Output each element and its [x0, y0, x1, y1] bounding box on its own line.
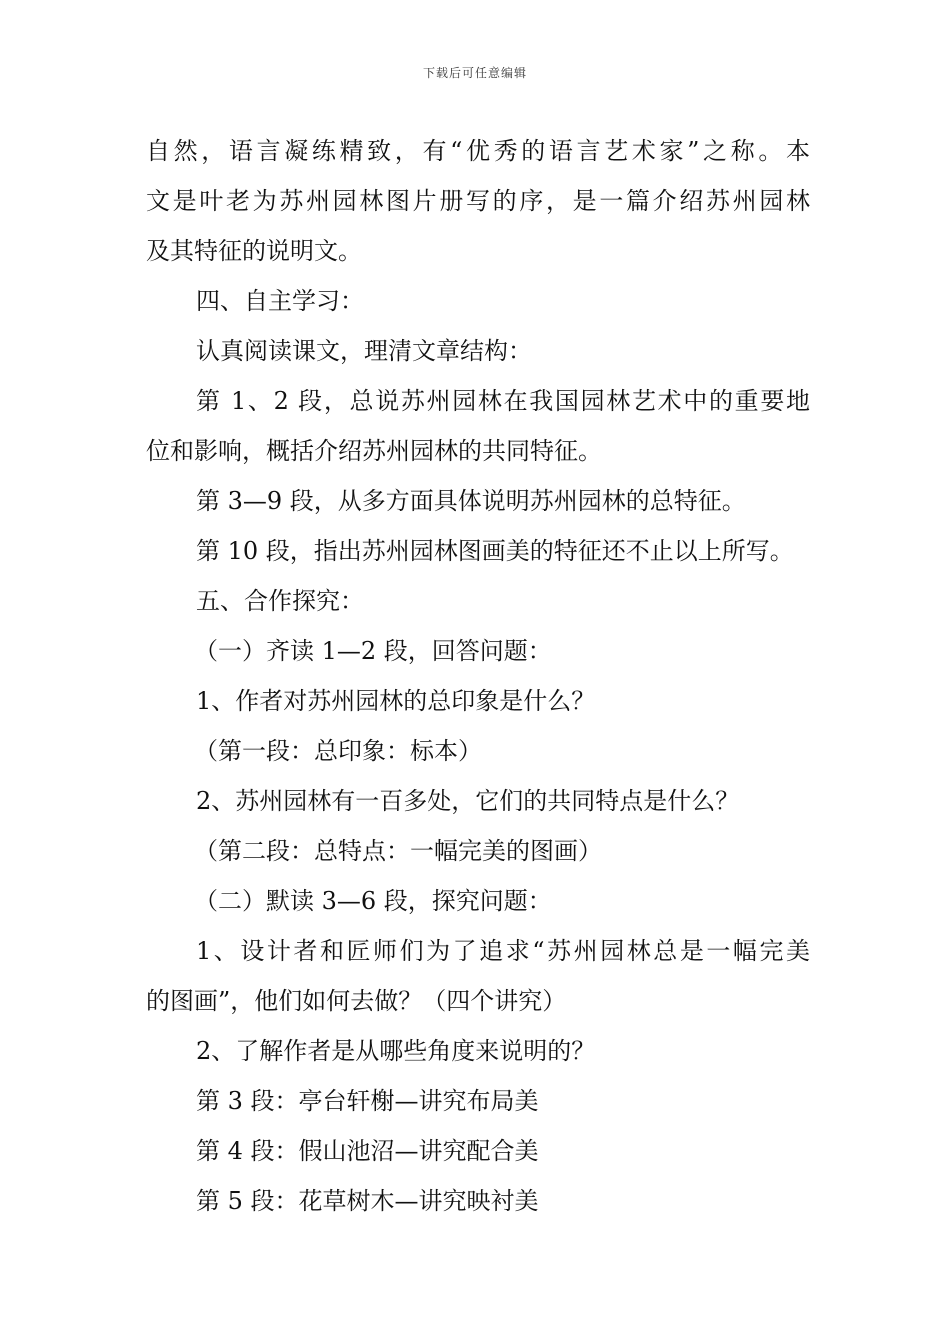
text-line: 自然，语言凝练精致，有“优秀的语言艺术家”之称。本: [146, 137, 810, 165]
text-line: 第 3 段：亭台轩榭—讲究布局美: [196, 1087, 539, 1115]
text-line: 第 10 段，指出苏州园林图画美的特征还不止以上所写。: [196, 537, 794, 565]
text-line: 第 5 段：花草树木—讲究映衬美: [196, 1187, 539, 1215]
text-line: （一）齐读 1—2 段，回答问题：: [194, 637, 552, 665]
text-line: （二）默读 3—6 段，探究问题：: [194, 887, 552, 915]
page-header: 下载后可任意编辑: [422, 66, 527, 80]
question-line: 1、作者对苏州园林的总印象是什么？: [196, 687, 596, 715]
text-line: 第 4 段：假山池沼—讲究配合美: [196, 1137, 539, 1165]
text-line: 位和影响，概括介绍苏州园林的共同特征。: [146, 437, 602, 465]
question-line: 2、苏州园林有一百多处，它们的共同特点是什么？: [196, 787, 740, 815]
question-line: 的图画”，他们如何去做？（四个讲究）: [146, 987, 567, 1015]
answer-line: （第一段：总印象：标本）: [194, 737, 482, 765]
section-heading: 五、合作探究：: [196, 587, 364, 615]
text-line: 及其特征的说明文。: [146, 237, 362, 265]
question-line: 1、设计者和匠师们为了追求“苏州园林总是一幅完美: [196, 937, 810, 965]
answer-line: （第二段：总特点：一幅完美的图画）: [194, 837, 602, 865]
question-line: 2、了解作者是从哪些角度来说明的？: [196, 1037, 596, 1065]
text-line: 第 3—9 段，从多方面具体说明苏州园林的总特征。: [196, 487, 746, 515]
document-body: [146, 126, 810, 1226]
section-heading: 四、自主学习：: [196, 287, 364, 315]
text-line: 认真阅读课文，理清文章结构：: [196, 337, 532, 365]
text-line: 第 1、2 段，总说苏州园林在我国园林艺术中的重要地: [196, 387, 810, 415]
text-line: 文是叶老为苏州园林图片册写的序，是一篇介绍苏州园林: [146, 187, 810, 215]
